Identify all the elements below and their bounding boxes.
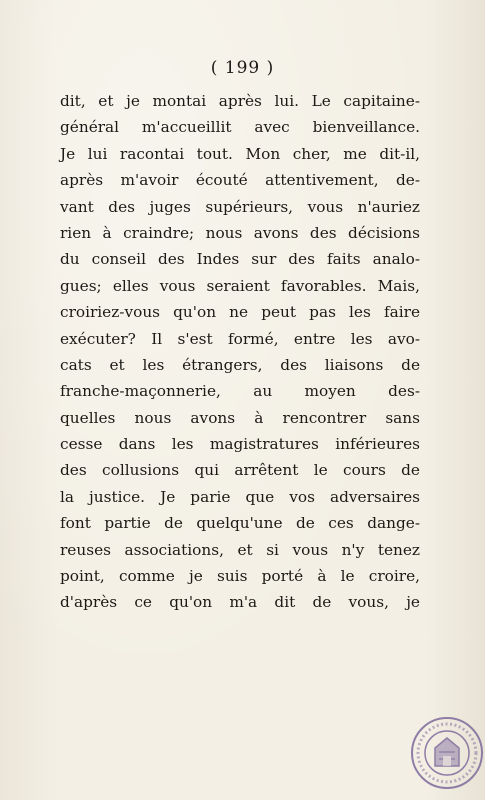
text-line: dit, et je montai après lui. Le capitaine- [60, 92, 420, 110]
text-line: cats et les étrangers, des liaisons de [60, 355, 420, 374]
text-line: point, comme je suis porté à le croire, [60, 567, 420, 586]
page-number: ( 199 ) [210, 58, 275, 78]
text-line: du conseil des Indes sur des faits analo- [60, 250, 420, 269]
text-line: des collusions qui arrêtent le cours de [60, 461, 420, 480]
text-line: croiriez-vous qu'on ne peut pas les faire [60, 303, 420, 322]
text-line: d'après ce qu'on m'a dit de vous, je [60, 593, 420, 612]
text-line: font partie de quelqu'une de ces dange- [60, 514, 420, 533]
text-line: reuses associations, et si vous n'y tenez [60, 540, 420, 559]
text-line: franche-maçonnerie, au moyen des- [60, 382, 420, 401]
text-line: gues; elles vous seraient favorables. Mais, [60, 276, 420, 295]
text-line: rien à craindre; nous avons des décisions [60, 223, 420, 242]
text-line: cesse dans les magistratures inférieures [60, 435, 420, 454]
text-line: la justice. Je parie que vos adversaires [60, 487, 420, 506]
text-line: exécuter? Il s'est formé, entre les avo- [60, 329, 420, 348]
library-stamp-icon [408, 714, 485, 792]
text-line: quelles nous avons à rencontrer sans [60, 408, 420, 427]
text-line: général m'accueillit avec bienveillance. [60, 118, 420, 137]
text-line: vant des juges supérieurs, vous n'auriez [60, 197, 420, 216]
body-text [60, 88, 420, 616]
text-line: après m'avoir écouté attentivement, de- [60, 171, 420, 190]
text-line: Je lui racontai tout. Mon cher, me dit-il, [60, 144, 420, 163]
